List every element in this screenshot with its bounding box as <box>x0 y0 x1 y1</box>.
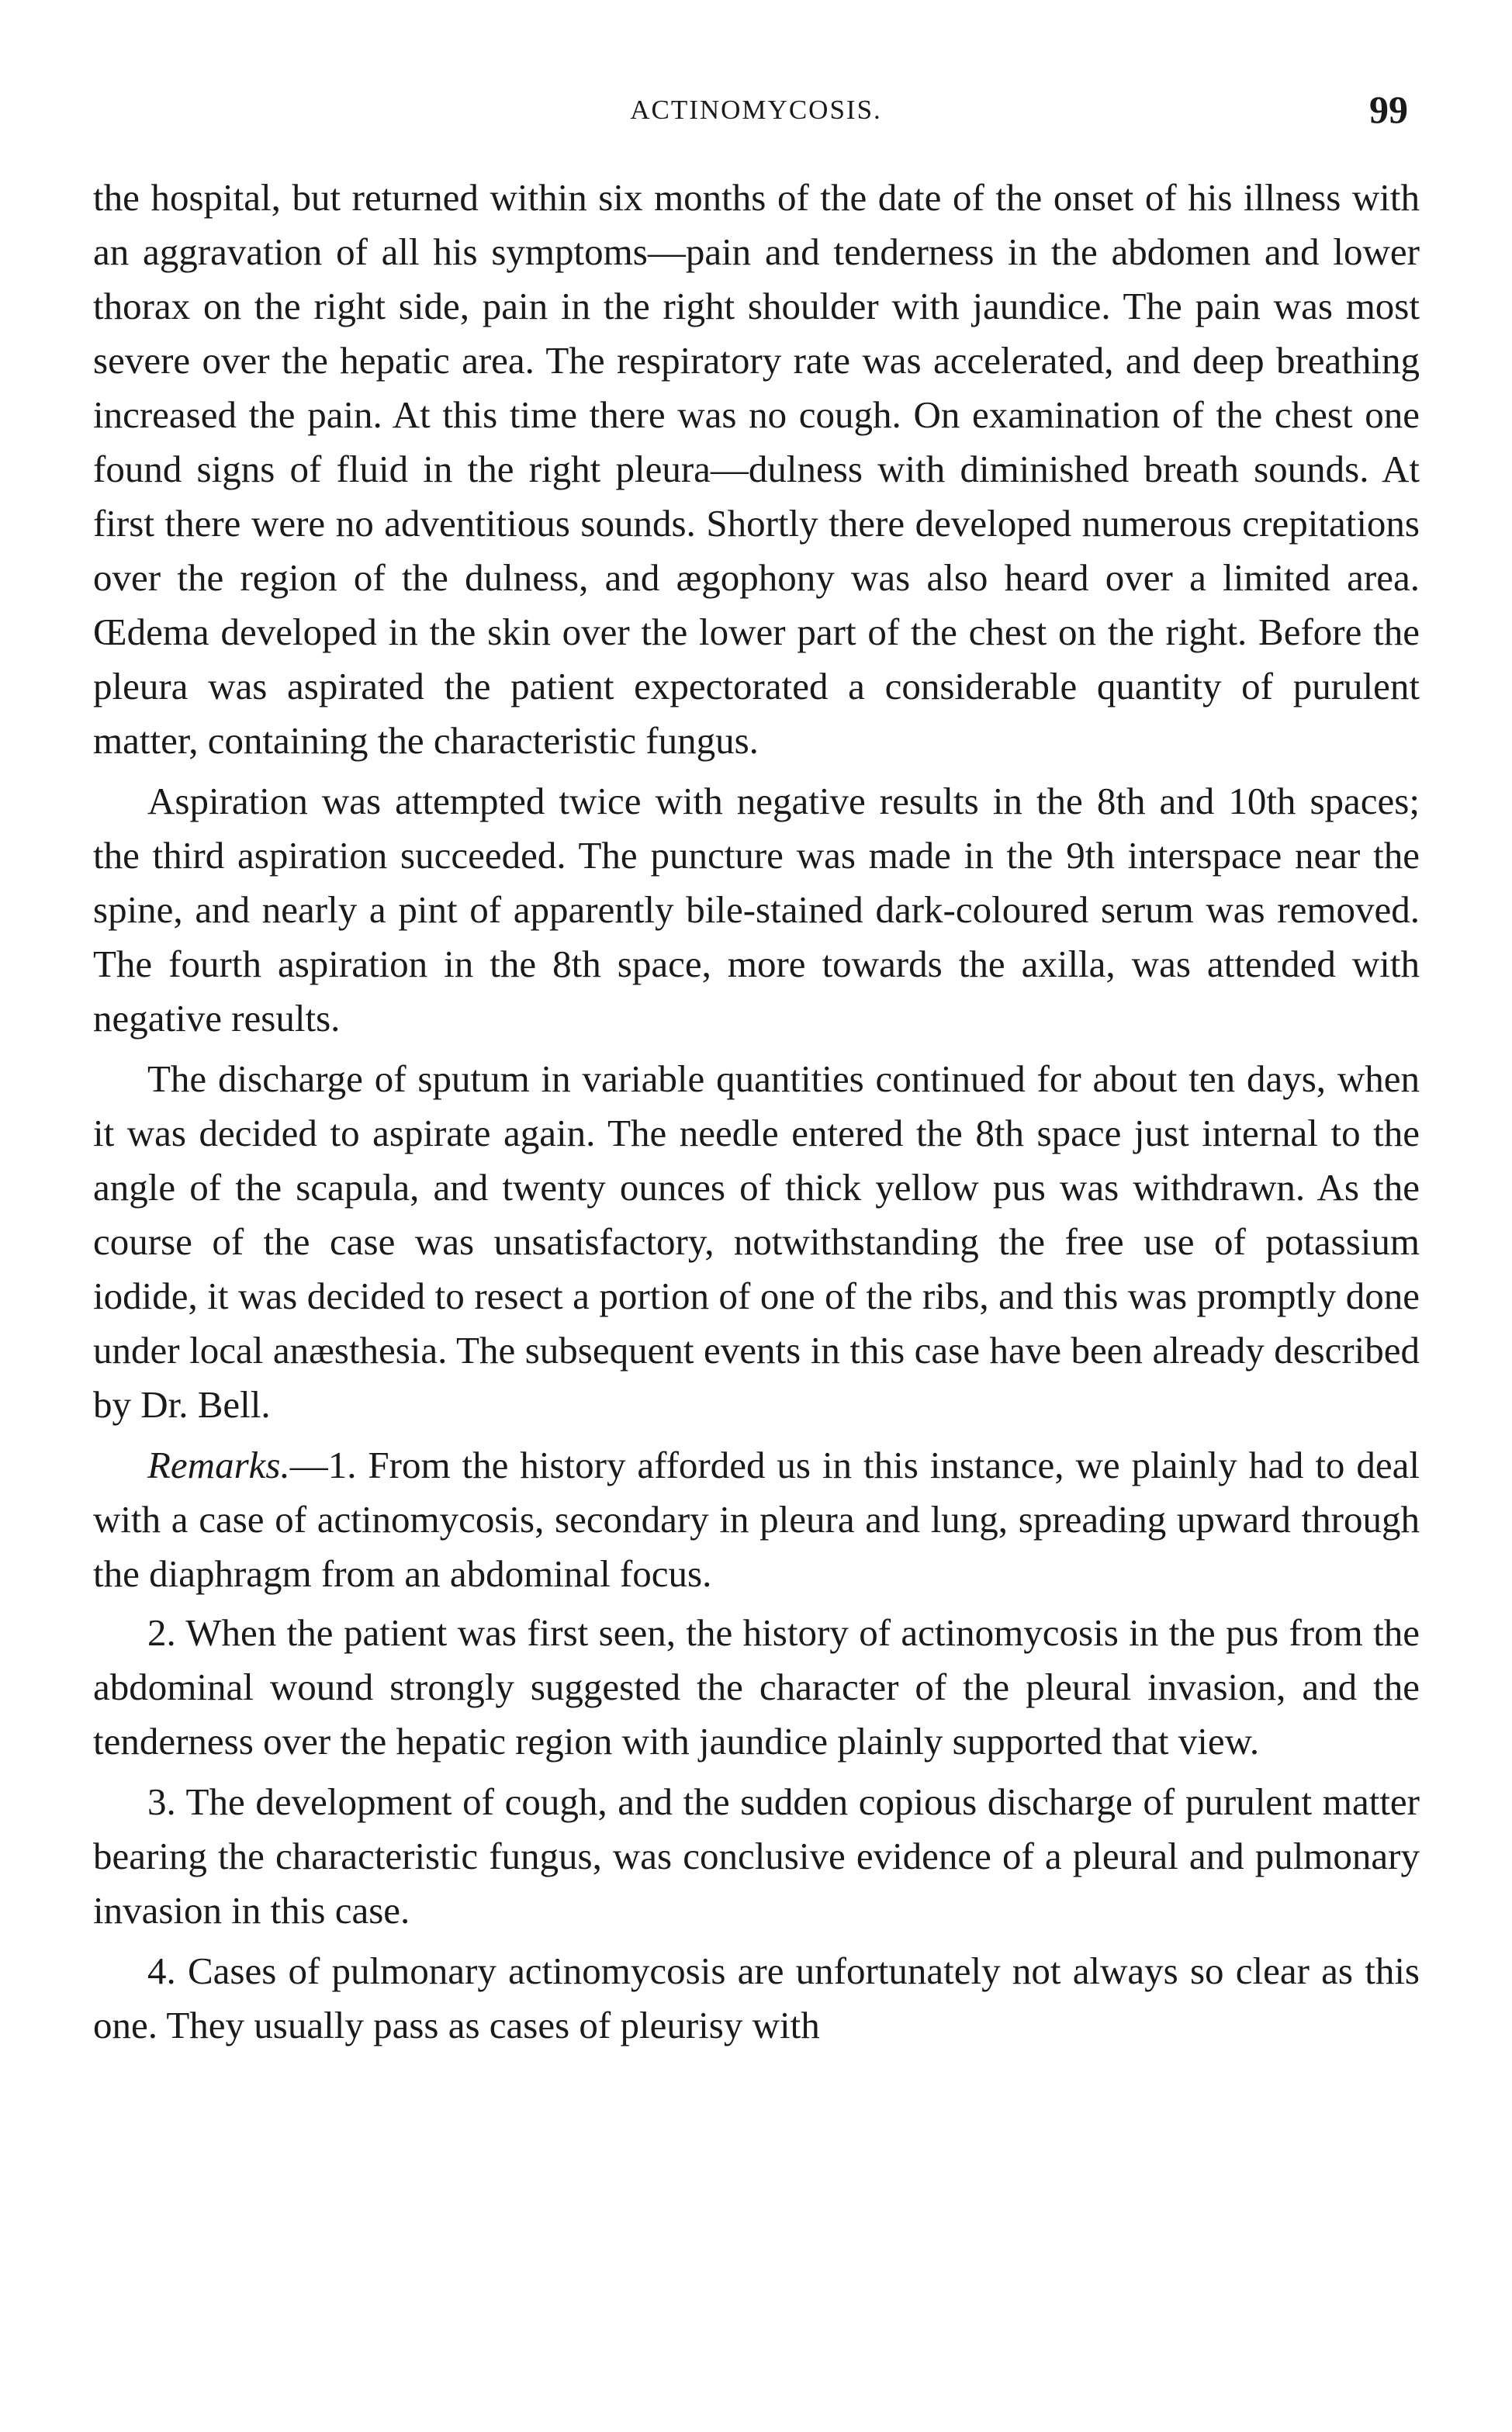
remarks-label: Remarks. <box>147 1444 290 1486</box>
remark-2: 2. When the patient was first seen, the history of actinomycosis in the pus from the abdominal wound strongly suggested the character of the pleural invasion, and the tenderness over the hepatic region with jaundice plainly supported that view. <box>93 1611 1420 1763</box>
remark-1 <box>93 1438 1420 1601</box>
remark-1-text: —1. From the history afforded us in this instance, we plainly had to deal with a case of actinomycosis, secondary in pleura and lung, spreading upward through the diaphragm from an abdominal focus. <box>93 1444 1420 1595</box>
body-text <box>93 171 1420 2059</box>
remark-4: 4. Cases of pulmonary actinomycosis are unfortunately not always so clear as this one. They usually pass as cases of pleurisy with <box>93 1949 1420 2046</box>
paragraph-aspiration: Aspiration was attempted twice with negative results in the 8th and 10th spaces; the third aspiration succeeded. The puncture was made in the 9th interspace near the spine, and nearly a pint of apparently bile-stained dark-coloured serum was removed. The fourth aspiration in the 8th space, more towards the axilla, was attended with negative results. <box>93 780 1420 1040</box>
running-head <box>0 87 1512 133</box>
paragraph-discharge: The discharge of sputum in variable quantities continued for about ten days, when it was decided to aspirate again. The needle entered the 8th space just internal to the angle of the scapula, and twenty ounces of thick yellow pus was withdrawn. As the course of the case was unsatisfactory, notwithstanding the free use of potassium iodide, it was decided to resect a portion of one of the ribs, and this was promptly done under local anæsthesia. The subsequent events in this case have been already described by Dr. Bell. <box>93 1057 1420 1426</box>
paragraph-continued: the hospital, but returned within six months of the date of the onset of his illness with an aggravation of all his symptoms—pain and tenderness in the abdomen and lower thorax on the right side, pain in the right shoulder with jaundice. The pain was most severe over the hepatic area. The respiratory rate was accelerated, and deep breathing increased the pain. At this time there was no cough. On examination of the chest one found signs of fluid in the right pleura—dulness with diminished breath sounds. At first there were no adventitious sounds. Shortly there developed numerous crepitations over the region of the dulness, and ægophony was also heard over a limited area. Œdema developed in the skin over the lower part of the chest on the right. Before the pleura was aspirated the patient expectorated a considerable quantity of purulent matter, containing the characteristic fungus. <box>93 176 1420 762</box>
remark-3: 3. The development of cough, and the sudden copious discharge of purulent matter bearing the characteristic fungus, was conclusive evidence of a pleural and pulmonary invasion in this case. <box>93 1780 1420 1932</box>
page-number: 99 <box>1369 88 1408 131</box>
running-title: ACTINOMYCOSIS. <box>630 95 882 125</box>
